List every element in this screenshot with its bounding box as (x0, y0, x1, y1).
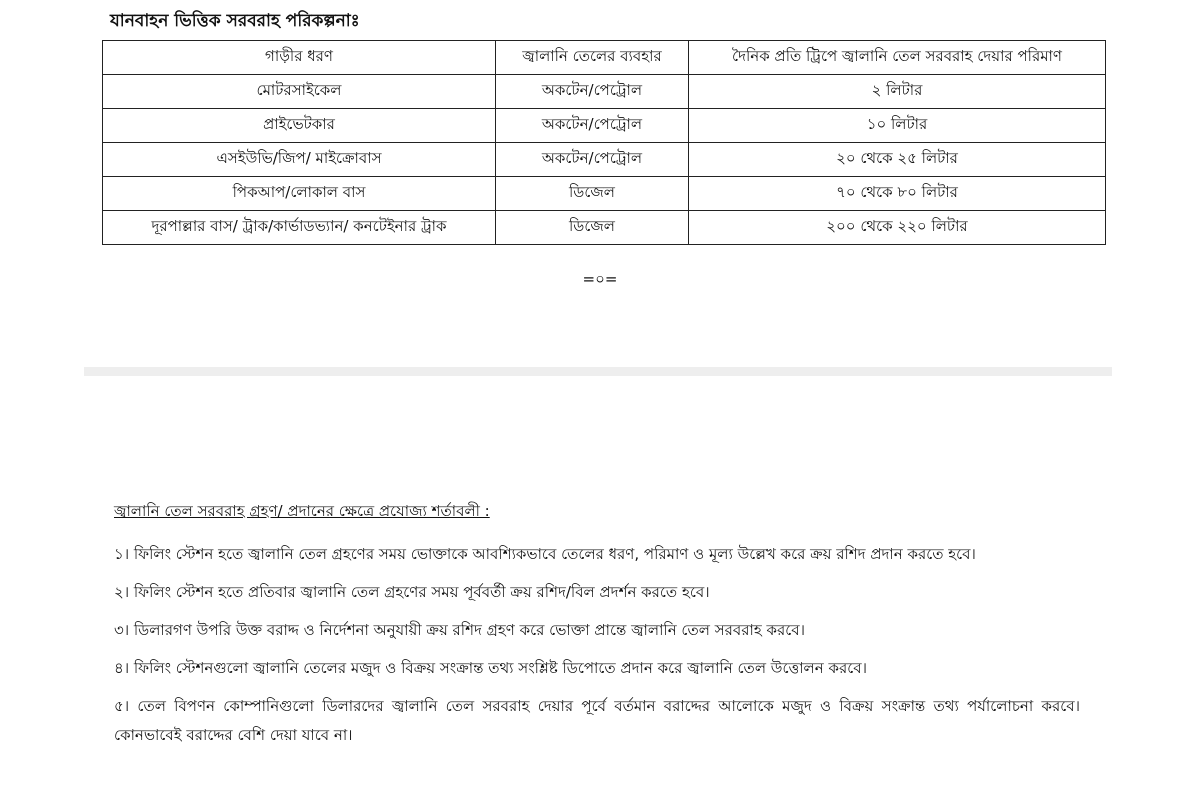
cell-fuel: ডিজেল (496, 211, 689, 245)
term-item: ৫। তেল বিপণন কোম্পানিগুলো ডিলারদের জ্বালানি তেল সরবরাহ দেয়ার পূর্বে বর্তমান বরাদ্দের আলোকে মজুদ ও বিক্রয় সংক্রান্ত তথ্য পর্যালোচনা করবে। কোনভাবেই বরাদ্দের বেশি দেয়া যাবে না। (114, 697, 1080, 744)
end-mark: =০= (582, 270, 618, 288)
term-item: ১। ফিলিং স্টেশন হতে জ্বালানি তেল গ্রহণের সময় ভোক্তাকে আবশ্যিকভাবে তেলের ধরণ, পরিমাণ ও মূল্য উল্লেখ করে ক্রয় রশিদ প্রদান করতে হবে। (114, 545, 976, 563)
table-row (103, 143, 1106, 177)
terms-list (114, 540, 1080, 759)
cell-vehicle: প্রাইভেটকার (103, 109, 496, 143)
cell-quantity: ১০ লিটার (689, 109, 1106, 143)
table-row (103, 211, 1106, 245)
cell-quantity: ২০০ থেকে ২২০ লিটার (689, 211, 1106, 245)
table-row (103, 75, 1106, 109)
header-fuel-usage: জ্বালানি তেলের ব্যবহার (496, 41, 689, 75)
cell-fuel: অকটেন/পেট্রোল (496, 75, 689, 109)
cell-fuel: অকটেন/পেট্রোল (496, 143, 689, 177)
supply-plan-table (102, 40, 1106, 245)
table-row (103, 109, 1106, 143)
cell-vehicle: দূরপাল্লার বাস/ ট্রাক/কার্ভাডভ্যান/ কনটেইনার ট্রাক (103, 211, 496, 245)
cell-vehicle: পিকআপ/লোকাল বাস (103, 177, 496, 211)
term-item: ৪। ফিলিং স্টেশনগুলো জ্বালানি তেলের মজুদ ও বিক্রয় সংক্রান্ত তথ্য সংশ্লিষ্ট ডিপোতে প্রদান করে জ্বালানি তেল উত্তোলন করবে। (114, 659, 867, 677)
cell-fuel: ডিজেল (496, 177, 689, 211)
page-divider (84, 367, 1112, 376)
cell-vehicle: মোটরসাইকেল (103, 75, 496, 109)
cell-quantity: ৭০ থেকে ৮০ লিটার (689, 177, 1106, 211)
table-header-row (103, 41, 1106, 75)
table-row (103, 177, 1106, 211)
term-item: ২। ফিলিং স্টেশন হতে প্রতিবার জ্বালানি তেল গ্রহণের সময় পূর্ববর্তী ক্রয় রশিদ/বিল প্রদর্শন করতে হবে। (114, 583, 710, 601)
supply-plan-title: যানবাহন ভিত্তিক সরবরাহ পরিকল্পনাঃ (110, 11, 360, 31)
term-item: ৩। ডিলারগণ উপরি উক্ত বরাদ্দ ও নির্দেশনা অনুযায়ী ক্রয় রশিদ গ্রহণ করে ভোক্তা প্রান্তে জ্বালানি তেল সরবরাহ করবে। (114, 621, 805, 639)
header-vehicle-type: গাড়ীর ধরণ (103, 41, 496, 75)
cell-fuel: অকটেন/পেট্রোল (496, 109, 689, 143)
cell-quantity: ২ লিটার (689, 75, 1106, 109)
terms-heading: জ্বালানি তেল সরবরাহ গ্রহণ/ প্রদানের ক্ষেত্রে প্রযোজ্য শর্তাবলী : (114, 502, 490, 520)
cell-vehicle: এসইউভি/জিপ/ মাইক্রোবাস (103, 143, 496, 177)
header-daily-quantity: দৈনিক প্রতি ট্রিপে জ্বালানি তেল সরবরাহ দেয়ার পরিমাণ (689, 41, 1106, 75)
cell-quantity: ২০ থেকে ২৫ লিটার (689, 143, 1106, 177)
